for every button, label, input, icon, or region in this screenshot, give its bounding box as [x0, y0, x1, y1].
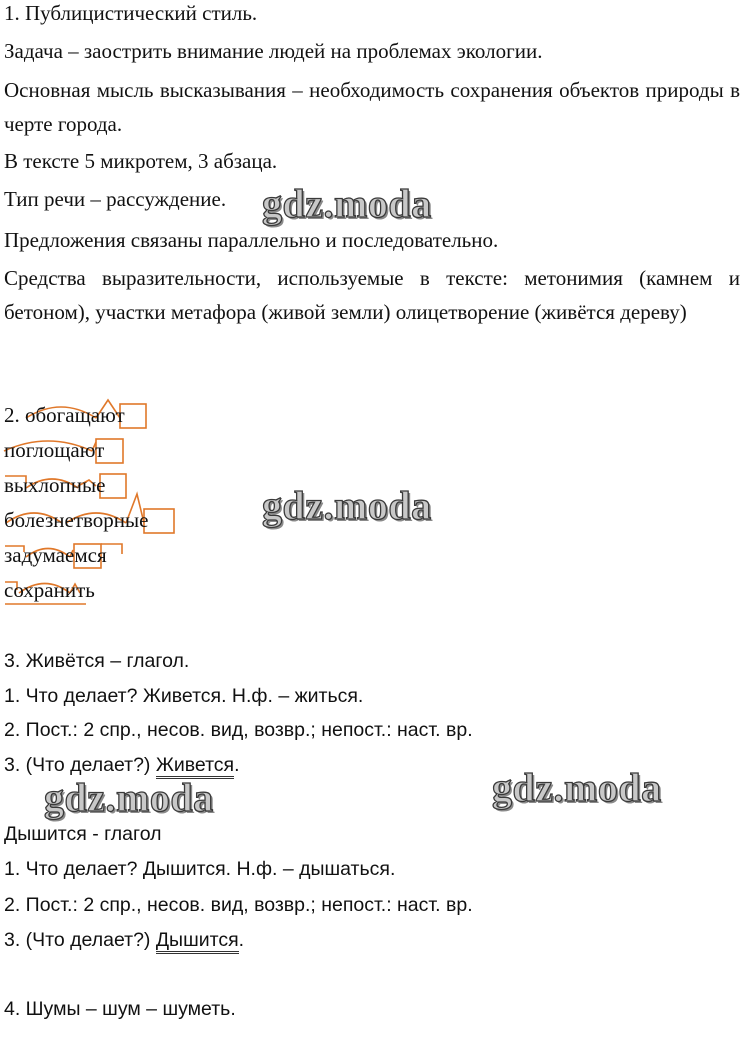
ending-box-4	[144, 509, 174, 533]
task-line: Задача – заострить внимание людей на проблемах экологии.	[4, 39, 543, 63]
watermark-logo-3: gdz.moda	[44, 775, 214, 820]
parse-word-2: поглощают	[4, 438, 105, 462]
section3-item-3: 3. (Что делает?) Живется.	[4, 754, 240, 777]
predicate-underline-2: Дышится	[156, 929, 239, 954]
speech-type-line: Тип речи – рассуждение.	[4, 187, 227, 211]
connection-line: Предложения связаны параллельно и последовательно.	[4, 228, 499, 252]
section4-title: 4. Шумы – шум – шуметь.	[4, 998, 236, 1020]
section3-item2-3: 3. (Что делает?) Дышится.	[4, 929, 244, 952]
expressive-means-paragraph: Средства выразительности, используемые в тексте: метонимия (камнем и бетоном), участки метафора (живой земли) олицетворение (живётся дереву)	[4, 266, 740, 324]
parse-word-3: выхлопные	[4, 473, 106, 497]
section1-title: 1. Публицистический стиль.	[4, 1, 258, 25]
parse-word-1: 2. обогащают	[4, 403, 125, 427]
main-idea-paragraph: Основная мысль высказывания – необходимость сохранения объектов природы в черте города.	[4, 78, 740, 136]
morpheme-marks	[4, 396, 204, 606]
section3-item-1: 1. Что делает? Живется. Н.ф. – житься.	[4, 685, 364, 707]
watermark-logo-4: gdz.moda	[492, 765, 662, 810]
watermark-logo-2: gdz.moda	[262, 483, 432, 528]
parse-word-5: задумаемся	[4, 543, 107, 567]
section3-title: 3. Живётся – глагол.	[4, 650, 190, 672]
parse-word-6: сохранить	[4, 578, 95, 602]
parse-word-4: болезнетворные	[4, 508, 149, 532]
watermark-logo-1: gdz.moda	[262, 181, 432, 226]
section3-item2-1: 1. Что делает? Дышится. Н.ф. – дышаться.	[4, 858, 396, 880]
morpheme-parsing-block	[4, 396, 204, 606]
microthemes-line: В тексте 5 микротем, 3 абзаца.	[4, 149, 278, 173]
section3-item2-2: 2. Пост.: 2 спр., несов. вид, возвр.; непост.: наст. вр.	[4, 894, 473, 916]
section3-title-2: Дышится - глагол	[4, 823, 162, 845]
predicate-underline-1: Живется	[156, 754, 234, 779]
section3-item-2: 2. Пост.: 2 спр., несов. вид, возвр.; непост.: наст. вр.	[4, 719, 473, 741]
